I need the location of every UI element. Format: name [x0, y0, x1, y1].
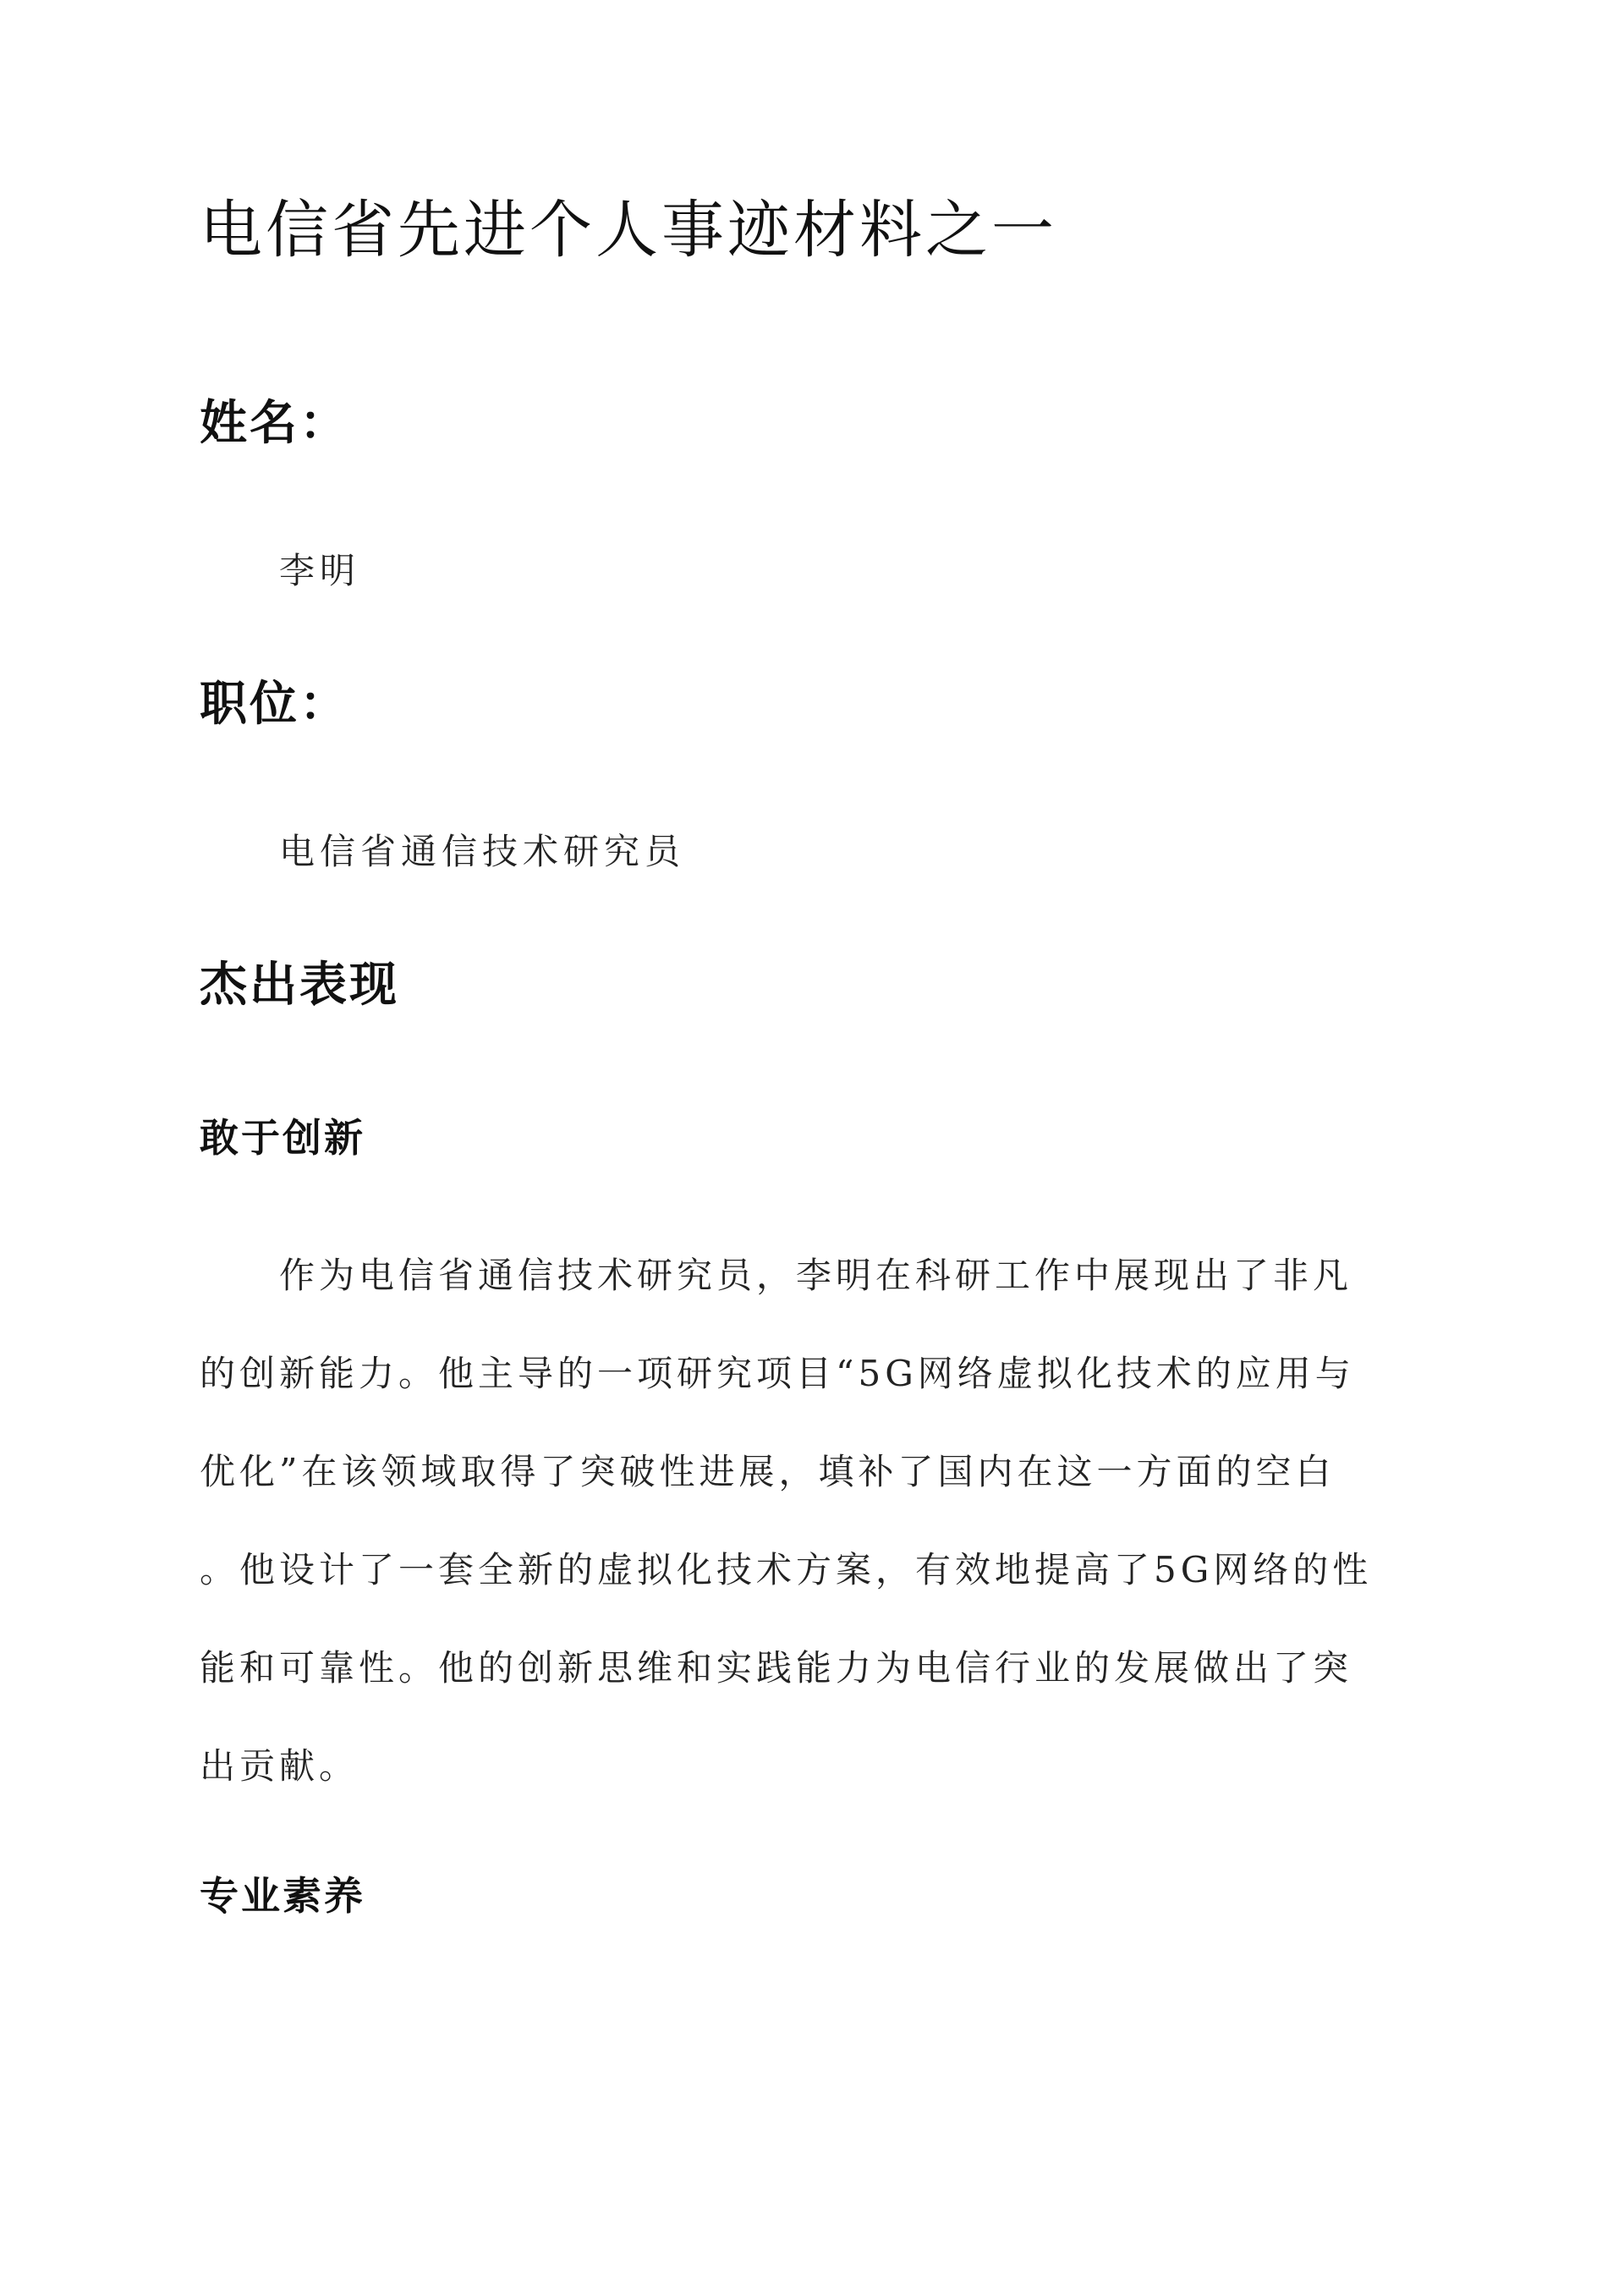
position-value: 电信省通信技术研究员	[279, 831, 686, 872]
subsection-heading-professionalism: 专业素养	[200, 1873, 365, 1919]
name-value: 李明	[279, 550, 361, 591]
paragraph-line: 作为电信省通信技术研究员，李明在科研工作中展现出了非凡	[279, 1255, 1353, 1296]
document-title: 电信省先进个人事迹材料之一	[200, 194, 1057, 266]
name-label: 姓名：	[200, 395, 349, 451]
section-heading: 杰出表现	[200, 957, 399, 1013]
paragraph-line: 优化”在该领域取得了突破性进展，填补了国内在这一方面的空白	[200, 1451, 1336, 1492]
innovation-paragraph	[200, 1227, 1435, 1815]
position-label: 职位：	[200, 676, 349, 732]
subsection-heading-innovation: 敢于创新	[200, 1115, 365, 1161]
paragraph-line: 的创新能力。他主导的一项研究项目“5G网络虚拟化技术的应用与	[200, 1353, 1355, 1394]
paragraph-line: 出贡献。	[200, 1745, 359, 1787]
paragraph-line: 。他设计了一套全新的虚拟化技术方案，有效地提高了5G网络的性	[200, 1549, 1373, 1590]
paragraph-line: 能和可靠性。他的创新思维和实践能力为电信行业的发展做出了突	[200, 1647, 1353, 1689]
